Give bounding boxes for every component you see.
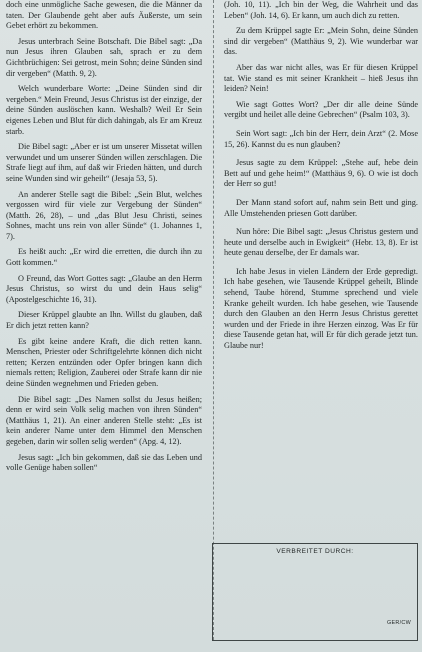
paragraph: doch eine unmögliche Sache gewesen, die die Männer da taten. Der Glaubende geht aber aufs Äußerste, um sein Gebet erhört zu bekommen. [6, 0, 202, 31]
paragraph: Ich habe Jesus in vielen Ländern der Erde gepredigt. Ich habe gesehen, wie Tausende Krüppel geheilt, Blinde sehend, Taube hörend, Stumme sprechend und viele Kranke geheilt wurden. Ich habe gesehen, wie Tausende durch den Glauben an den Herrn Jesus Christus gerettet wurden und der Friede in ihre Herzen einzog. Was Er für diese Tausende getan hat, will Er für dich gerade jetzt tun. Glaube nur! [224, 266, 418, 351]
paragraph: Es heißt auch: „Er wird die erretten, die durch ihn zu Gott kommen.“ [6, 247, 202, 268]
distributor-stamp-box [212, 543, 418, 641]
paragraph: Jesus sagt: „Ich bin gekommen, daß sie das Leben und volle Genüge haben sollen“ [6, 452, 202, 473]
paragraph: Dieser Krüppel glaubte an Ihn. Willst du glauben, daß Er dich jetzt retten kann? [6, 310, 202, 331]
right-text-column [224, 0, 418, 357]
paragraph: Wie sagt Gottes Wort? „Der dir alle deine Sünde vergibt und heilet alle deine Gebrechen“ (Psalm 103, 3). [224, 99, 418, 120]
paragraph: Sein Wort sagt: „Ich bin der Herr, dein Arzt“ (2. Mose 15, 26). Kannst du es nun glauben? [224, 128, 418, 149]
paragraph: An anderer Stelle sagt die Bibel: „Sein Blut, welches vergossen wird für viele zur Vergebung der Sünden“ (Matth. 26, 28), – und „das Blut Jesu Christi, seines Sohnes, macht uns rein von aller Sünde“ (1. Johannes 1, 7). [6, 189, 202, 241]
paragraph: Es gibt keine andere Kraft, die dich retten kann. Menschen, Priester oder Schriftgelehrte können dich nicht retten; Kerzen entzünden oder Opfer bringen kann dich niemals retten; Religion, Zauberei oder Strafe kann dir nie deine Sünden wegnehmen und Frieden geben. [6, 336, 202, 388]
publication-code: GER/CW [387, 620, 411, 626]
paragraph: O Freund, das Wort Gottes sagt: „Glaube an den Herrn Jesus Christus, so wirst du und dein Haus selig“ (Apostelgeschichte 16, 31). [6, 273, 202, 304]
paragraph: Der Mann stand sofort auf, nahm sein Bett und ging. Alle Umstehenden priesen Gott darüber. [224, 197, 418, 218]
paragraph: Welch wunderbare Worte: „Deine Sünden sind dir vergeben.“ Mein Freund, Jesus Christus ist der einzige, der deine Sünden auslöschen kann. Weshalb? Weil Er Sein eigenes Leben und Blut für dich dahingab, als Er am Kreuz starb. [6, 84, 202, 136]
paragraph: Jesus sagte zu dem Krüppel: „Stehe auf, hebe dein Bett auf und gehe heim!“ (Matthäus 9, 6). O wie ist doch der Herr so gut! [224, 158, 418, 189]
distributor-label: VERBREITET DURCH: [276, 548, 354, 555]
paragraph: Jesus unterbrach Seine Botschaft. Die Bibel sagt: „Da nun Jesus ihren Glauben sah, sprach er zu dem Gichtbrüchigen: Sei getrost, mein Sohn; deine Sünden sind dir vergeben“ (Matth. 9, 2). [6, 36, 202, 78]
paragraph: Die Bibel sagt: „Aber er ist um unserer Missetat willen verwundet und um unserer Sünden willen zerschlagen. Die Strafe liegt auf ihm, auf daß wir Frieden hätten, und durch seine Wunden sind wir geheilt“ (Jesaja 53, 5). [6, 142, 202, 183]
paragraph: (Joh. 10, 11). „Ich bin der Weg, die Wahrheit und das Leben“ (Joh. 14, 6). Er kann, um auch dich zu retten. [224, 0, 418, 20]
paragraph: Die Bibel sagt: „Des Namen sollst du Jesus heißen; denn er wird sein Volk selig machen von ihren Sünden“ (Matthäus 1, 21). An einer anderen Stelle steht: „Es ist kein anderer Name unter dem Himmel den Menschen gegeben, darin wir sollen selig werden“ (Apg. 4, 12). [6, 394, 202, 446]
paragraph: Aber das war nicht alles, was Er für diesen Krüppel tat. Wie stand es mit seiner Krankheit – hieß Jesus ihn leiden? Nein! [224, 62, 418, 94]
left-text-column [6, 0, 202, 479]
paragraph: Zu dem Krüppel sagte Er: „Mein Sohn, deine Sünden sind dir vergeben“ (Matthäus 9, 2). Wie wunderbar war das. [224, 26, 418, 57]
paragraph: Nun höre: Die Bibel sagt: „Jesus Christus gestern und heute und derselbe auch in Ewigkeit“ (Hebr. 13, 8). Er ist heute genau derselbe, der Er damals war. [224, 227, 418, 258]
